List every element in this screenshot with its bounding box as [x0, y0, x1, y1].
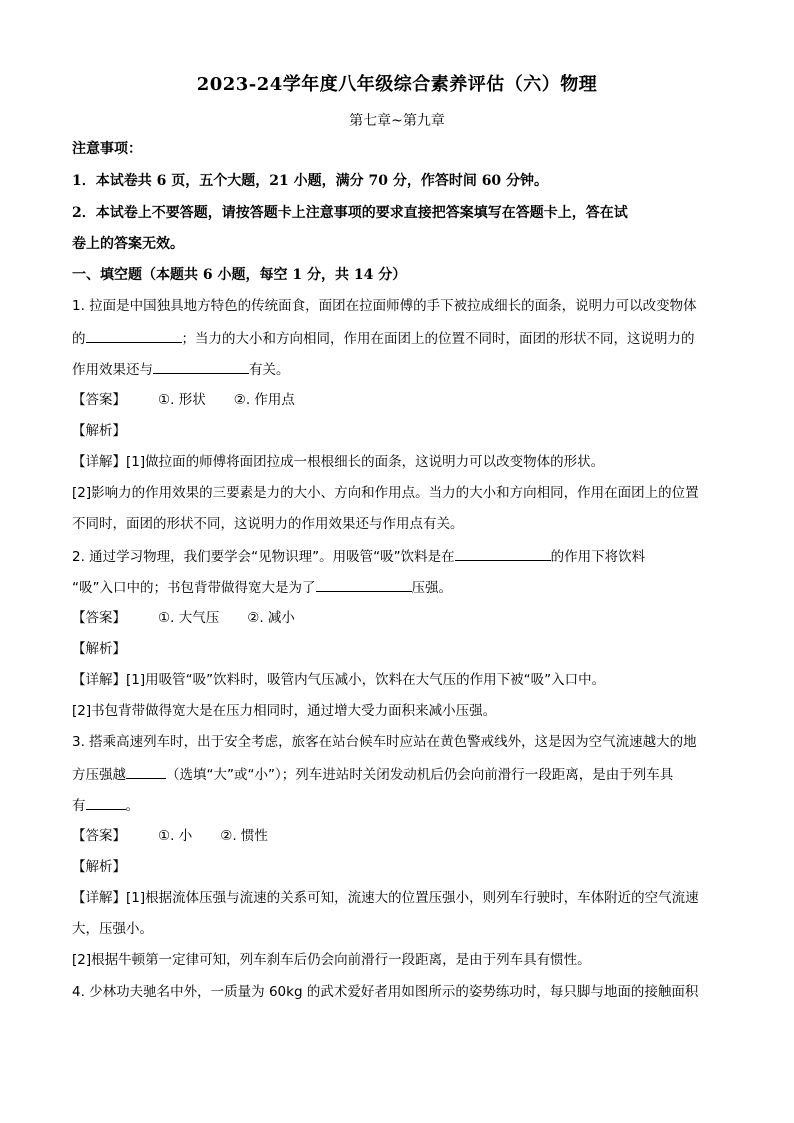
notice-item-2-line-1: 2．本试卷上不要答题，请按答题卡上注意事项的要求直接把答案填写在答题卡上，答在试 — [72, 205, 628, 221]
q3-line-1: 3. 搭乘高速列车时，出于安全考虑，旅客在站台候车时应站在黄色警戒线外，这是因为空气流速越大的地 — [72, 734, 697, 750]
page-subtitle: 第七章~第九章 — [349, 113, 445, 129]
q3-line-2-end: （选填“大”或“小”）；列车进站时关闭发动机后仍会向前滑行一段距离，是由于列车具 — [166, 767, 674, 783]
q3-blank-2 — [86, 794, 126, 810]
q2-answer-2 — [247, 608, 295, 628]
q3-answer-1-text: . 小 — [170, 828, 193, 844]
page-title: 2023-24学年度八年级综合素养评估（六）物理 — [196, 74, 598, 95]
q2-detail-1-text: [1]用吸管“吸”饮料时，吸管内气压减小，饮料在大气压的作用下被“吸”入口中。 — [126, 672, 606, 688]
q1-answer-2-number: ② — [233, 392, 246, 408]
q1-detail-2-line-2: 不同时，面团的形状不同，这说明力的作用效果还与作用点有关。 — [72, 516, 464, 532]
q3-answer-1 — [158, 826, 192, 846]
q2-answer-1-number: ① — [158, 610, 171, 626]
q1-answer-1-text: . 形状 — [170, 392, 206, 408]
q3-answer-2 — [220, 826, 268, 846]
q1-answer-2-text: . 作用点 — [245, 392, 295, 408]
answer-label: 【答案】 — [72, 392, 126, 408]
q3-analysis-label: 【解析】 — [72, 859, 126, 875]
q2-answer-1-text: . 大气压 — [170, 610, 220, 626]
q2-line-2-end: 压强。 — [411, 580, 452, 596]
notice-item-1: 1．本试卷共 6 页，五个大题，21 小题，满分 70 分，作答时间 60 分钟。 — [72, 173, 549, 189]
q1-line-2-start: 的 — [72, 331, 86, 347]
q3-answer-1-number: ① — [158, 828, 171, 844]
q2-line-1-start: 2. 通过学习物理，我们要学会“见物识理”。用吸管“吸”饮料是在 — [72, 549, 455, 565]
q3-line-2 — [72, 763, 722, 785]
detail-label: 【详解】 — [72, 672, 126, 688]
answer-label: 【答案】 — [72, 828, 126, 844]
q2-line-1 — [72, 545, 722, 567]
q3-detail-1-line-1 — [72, 888, 722, 908]
q1-line-2 — [72, 327, 722, 349]
q4-line-1: 4. 少林功夫驰名中外，一质量为 60kg 的武术爱好者用如图所示的姿势练功时，每只脚与地面的接触面积 — [72, 984, 699, 1000]
q3-answer-2-text: . 惯性 — [232, 828, 268, 844]
q1-blank-1 — [86, 327, 182, 343]
detail-label: 【详解】 — [72, 454, 126, 470]
detail-label: 【详解】 — [72, 890, 126, 906]
q1-line-3-end: 有关。 — [249, 362, 290, 378]
q3-line-2-start: 方压强越 — [72, 767, 126, 783]
notice-item-2-line-2: 卷上的答案无效。 — [72, 236, 184, 252]
q2-detail-2: [2]书包背带做得宽大是在压力相同时，通过增大受力面积来减小压强。 — [72, 703, 497, 719]
q2-analysis-label: 【解析】 — [72, 641, 126, 657]
notice-heading: 注意事项： — [72, 141, 142, 157]
q1-detail-1-text: [1]做拉面的师傅将面团拉成一根根细长的面条，这说明力可以改变物体的形状。 — [126, 454, 605, 470]
q1-line-2-end: ；当力的大小和方向相同，作用在面团上的位置不同时，面团的形状不同，这说明力的 — [181, 331, 695, 347]
q1-line-3-start: 作用效果还与 — [72, 362, 153, 378]
q3-line-3-end: 。 — [125, 798, 139, 814]
q3-line-3-start: 有 — [72, 798, 86, 814]
q1-answer-1-number: ① — [158, 392, 171, 408]
q1-detail-2-line-1: [2]影响力的作用效果的三要素是力的大小、方向和作用点。当力的大小和方向相同，作用在面团上的位置 — [72, 485, 699, 501]
q1-blank-2 — [153, 358, 249, 374]
q3-answer — [72, 826, 722, 846]
q3-detail-1-line-2: 大，压强小。 — [72, 921, 153, 937]
q2-line-2-start: “吸”入口中的；书包背带做得宽大是为了 — [72, 580, 316, 596]
q1-line-3 — [72, 358, 722, 380]
q1-answer — [72, 390, 722, 410]
section-1-heading: 一、填空题（本题共 6 小题，每空 1 分，共 14 分） — [72, 267, 407, 283]
q1-detail-1 — [72, 452, 722, 472]
q3-blank-1 — [126, 763, 166, 779]
q2-line-2 — [72, 576, 722, 598]
q2-line-1-end: 的作用下将饮料 — [550, 549, 646, 565]
q2-answer-1 — [158, 608, 219, 628]
q1-analysis-label: 【解析】 — [72, 423, 126, 439]
q2-answer-2-number: ② — [247, 610, 260, 626]
q2-answer — [72, 608, 722, 628]
q3-answer-2-number: ② — [220, 828, 233, 844]
q2-detail-1 — [72, 670, 722, 690]
q3-detail-2: [2]根据牛顿第一定律可知，列车刹车后仍会向前滑行一段距离，是由于列车具有惯性。 — [72, 952, 591, 968]
q3-detail-1-text: [1]根据流体压强与流速的关系可知，流速大的位置压强小，则列车行驶时，车体附近的空气流速 — [126, 890, 699, 906]
q1-line-1: 1. 拉面是中国独具地方特色的传统面食，面团在拉面师傅的手下被拉成细长的面条，说明力可以改变物体 — [72, 298, 697, 314]
answer-label: 【答案】 — [72, 610, 126, 626]
q2-blank-2 — [316, 576, 412, 592]
q2-answer-2-text: . 减小 — [259, 610, 295, 626]
q3-line-3 — [72, 794, 722, 816]
q1-answer-1 — [158, 390, 206, 410]
q1-answer-2 — [234, 390, 295, 410]
q2-blank-1 — [455, 545, 551, 561]
